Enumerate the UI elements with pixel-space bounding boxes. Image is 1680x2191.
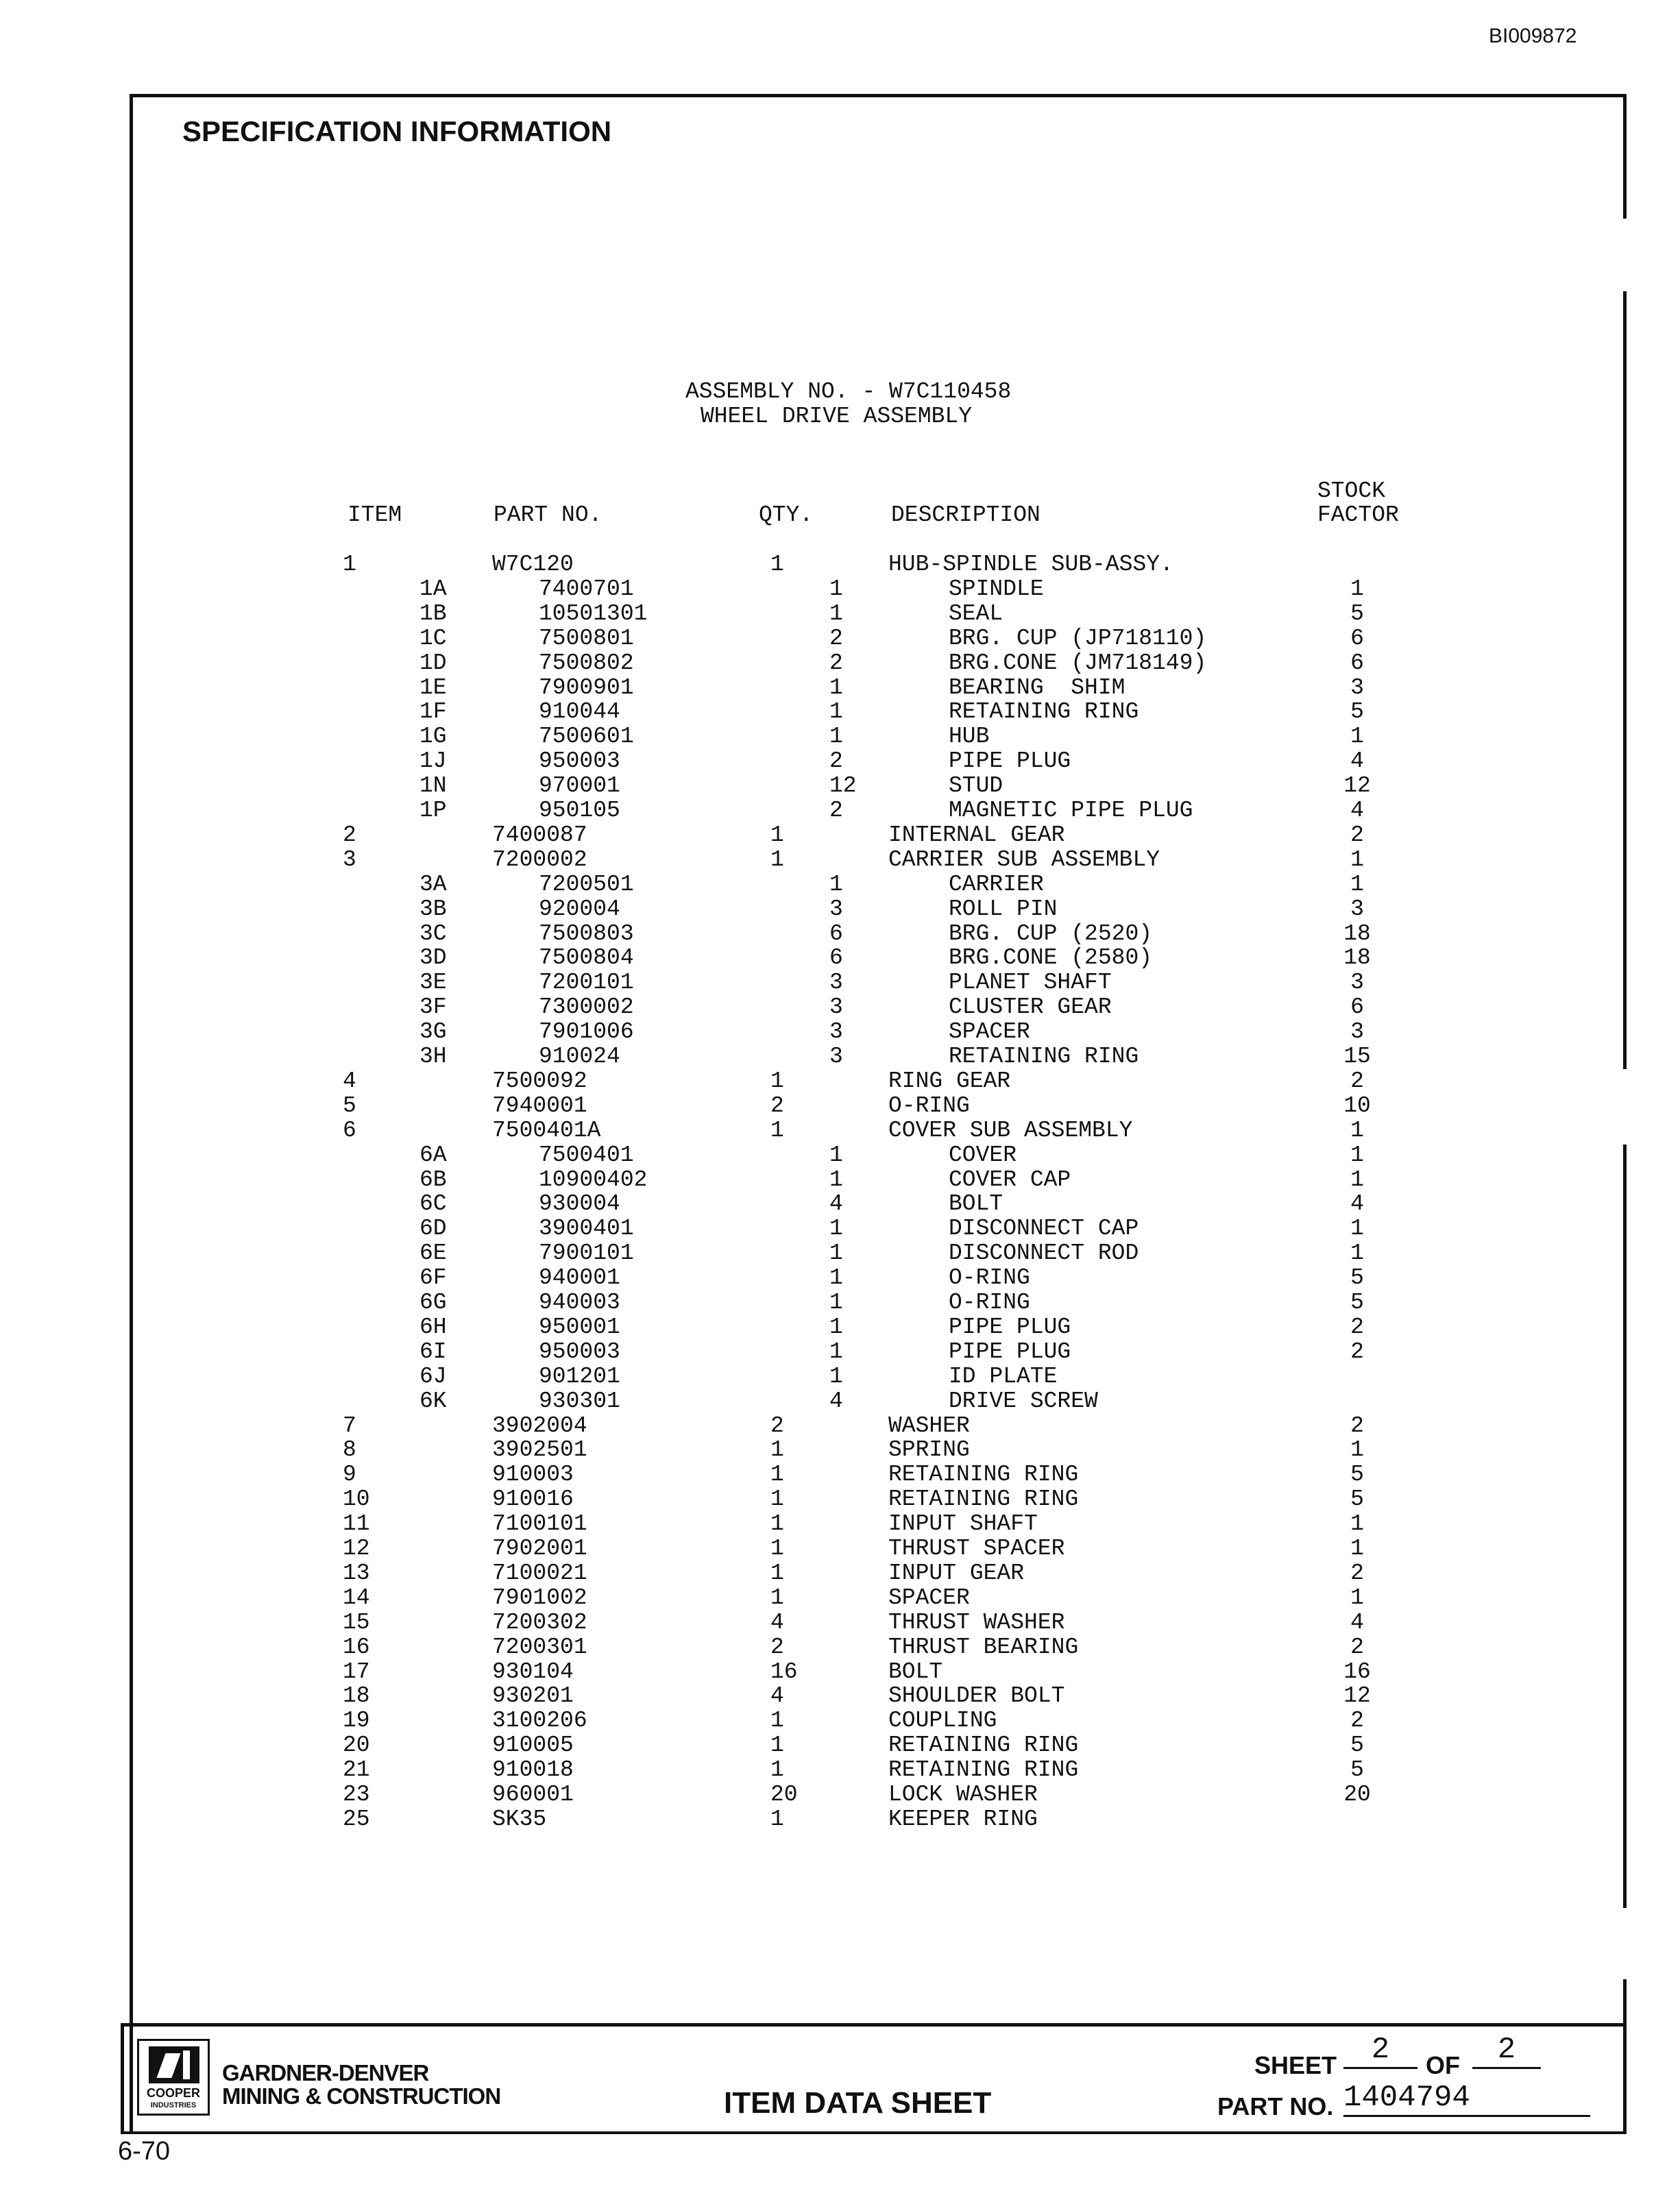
row-description: BEARING SHIM <box>949 675 1125 700</box>
footer-bottom-rule <box>121 2131 1626 2134</box>
row-item: 6K <box>419 1388 447 1414</box>
row-item: 6D <box>419 1216 447 1241</box>
column-header-part-no: PART NO. <box>494 502 602 528</box>
row-item: 3A <box>419 872 447 897</box>
row-item: 3E <box>419 970 447 995</box>
row-stock-factor: 2 <box>1350 1635 1364 1660</box>
row-qty: 20 <box>770 1782 798 1807</box>
row-item: 25 <box>343 1807 370 1832</box>
row-qty: 1 <box>770 1118 784 1143</box>
row-item: 3F <box>419 994 447 1020</box>
row-part-no: W7C120 <box>492 552 574 577</box>
row-qty: 1 <box>829 724 843 749</box>
row-stock-factor: 1 <box>1350 1118 1364 1143</box>
row-part-no: 7902001 <box>492 1536 587 1561</box>
row-part-no: 3900401 <box>539 1216 634 1241</box>
row-description: BRG. CUP (JP718110) <box>949 626 1207 651</box>
row-part-no: 940001 <box>539 1265 620 1290</box>
row-stock-factor: 3 <box>1350 1019 1364 1044</box>
row-description: SPINDLE <box>949 576 1044 602</box>
row-stock-factor: 20 <box>1343 1782 1371 1807</box>
row-description: PIPE PLUG <box>949 1339 1071 1364</box>
row-stock-factor: 1 <box>1350 1240 1364 1266</box>
row-part-no: 930201 <box>492 1683 574 1709</box>
row-stock-factor: 4 <box>1350 798 1364 823</box>
row-qty: 1 <box>770 1511 784 1537</box>
row-description: COVER SUB ASSEMBLY <box>888 1118 1133 1143</box>
row-stock-factor: 1 <box>1350 1437 1364 1462</box>
assembly-name: WHEEL DRIVE ASSEMBLY <box>701 404 973 429</box>
row-description: ROLL PIN <box>949 896 1058 922</box>
row-item: 13 <box>343 1560 370 1586</box>
row-description: DISCONNECT CAP <box>949 1216 1139 1241</box>
row-qty: 12 <box>829 773 857 798</box>
row-part-no: 3902004 <box>492 1413 587 1439</box>
row-item: 6I <box>419 1339 447 1364</box>
row-stock-factor: 1 <box>1350 847 1364 872</box>
row-qty: 2 <box>829 798 843 823</box>
row-stock-factor: 1 <box>1350 1511 1364 1537</box>
row-item: 16 <box>343 1635 370 1660</box>
row-stock-factor: 2 <box>1350 1708 1364 1733</box>
row-stock-factor: 2 <box>1350 1068 1364 1094</box>
row-description: BOLT <box>949 1191 1003 1216</box>
row-part-no: 7900901 <box>539 675 634 700</box>
row-part-no: 7200002 <box>492 847 587 872</box>
row-part-no: 7100021 <box>492 1560 587 1586</box>
row-part-no: 7500401A <box>492 1118 601 1143</box>
row-description: THRUST WASHER <box>888 1610 1065 1635</box>
row-description: CARRIER <box>949 872 1044 897</box>
row-stock-factor: 3 <box>1350 675 1364 700</box>
row-item: 3D <box>419 945 447 970</box>
row-part-no: 910005 <box>492 1733 574 1758</box>
row-item: 18 <box>343 1683 370 1709</box>
footer-top-rule <box>121 2023 1626 2027</box>
row-stock-factor: 18 <box>1343 945 1371 970</box>
row-stock-factor: 6 <box>1350 650 1364 676</box>
row-stock-factor: 2 <box>1350 1314 1364 1340</box>
row-stock-factor: 1 <box>1350 1216 1364 1241</box>
row-description: INPUT SHAFT <box>888 1511 1038 1537</box>
row-description: COVER <box>949 1142 1017 1168</box>
row-qty: 3 <box>829 994 843 1020</box>
row-part-no: 910024 <box>539 1044 620 1069</box>
row-description: THRUST BEARING <box>888 1635 1079 1660</box>
column-header-description: DESCRIPTION <box>891 502 1040 528</box>
row-stock-factor: 10 <box>1343 1093 1371 1118</box>
row-qty: 1 <box>829 872 843 897</box>
row-part-no: 910016 <box>492 1486 574 1512</box>
row-qty: 2 <box>770 1635 784 1660</box>
row-item: 11 <box>343 1511 370 1537</box>
row-description: WASHER <box>888 1413 970 1439</box>
page-number: 6-70 <box>118 2137 171 2166</box>
logo-subtext: INDUSTRIES <box>150 2101 197 2109</box>
row-part-no: 7400701 <box>539 576 634 602</box>
row-item: 6J <box>419 1364 447 1389</box>
row-description: SPACER <box>888 1585 970 1611</box>
sheet-total: 2 <box>1472 2033 1541 2069</box>
row-description: PIPE PLUG <box>949 1314 1071 1340</box>
row-stock-factor: 5 <box>1350 1757 1364 1783</box>
row-part-no: 901201 <box>539 1364 620 1389</box>
row-part-no: 7901002 <box>492 1585 587 1611</box>
row-item: 21 <box>343 1757 370 1783</box>
row-stock-factor: 5 <box>1350 1486 1364 1512</box>
row-part-no: 950001 <box>539 1314 620 1340</box>
row-part-no: 7500802 <box>539 650 634 676</box>
row-description: RETAINING RING <box>888 1757 1079 1783</box>
row-description: RETAINING RING <box>949 699 1139 724</box>
row-part-no: 7500804 <box>539 945 634 970</box>
row-stock-factor: 4 <box>1350 1191 1364 1216</box>
row-description: PLANET SHAFT <box>949 970 1112 995</box>
row-stock-factor: 5 <box>1350 699 1364 724</box>
row-stock-factor: 3 <box>1350 970 1364 995</box>
row-part-no: 7500803 <box>539 921 634 946</box>
row-qty: 1 <box>829 576 843 602</box>
row-qty: 1 <box>770 1068 784 1094</box>
row-qty: 2 <box>770 1093 784 1118</box>
row-item: 7 <box>343 1413 356 1439</box>
row-description: MAGNETIC PIPE PLUG <box>949 798 1193 823</box>
row-item: 4 <box>343 1068 356 1094</box>
row-part-no: 930301 <box>539 1388 620 1414</box>
cooper-logo <box>137 2039 210 2116</box>
row-part-no: 950003 <box>539 1339 620 1364</box>
row-item: 6E <box>419 1240 447 1266</box>
row-qty: 1 <box>829 1339 843 1364</box>
row-qty: 3 <box>829 1044 843 1069</box>
row-qty: 4 <box>829 1191 843 1216</box>
row-item: 10 <box>343 1486 370 1512</box>
row-description: SPACER <box>949 1019 1030 1044</box>
row-part-no: SK35 <box>492 1807 547 1832</box>
row-item: 12 <box>343 1536 370 1561</box>
assembly-number: ASSEMBLY NO. - W7C110458 <box>685 379 1012 404</box>
form-title: ITEM DATA SHEET <box>724 2086 992 2120</box>
row-stock-factor: 15 <box>1343 1044 1371 1069</box>
row-qty: 6 <box>829 921 843 946</box>
of-label: OF <box>1426 2051 1460 2079</box>
row-description: KEEPER RING <box>888 1807 1038 1832</box>
row-part-no: 950105 <box>539 798 620 823</box>
footer-left-edge <box>121 2023 124 2134</box>
row-qty: 1 <box>829 1142 843 1168</box>
row-stock-factor: 4 <box>1350 1610 1364 1635</box>
row-stock-factor: 18 <box>1343 921 1371 946</box>
row-qty: 1 <box>770 1757 784 1783</box>
row-qty: 1 <box>829 1290 843 1315</box>
row-qty: 1 <box>829 675 843 700</box>
row-stock-factor: 2 <box>1350 1560 1364 1586</box>
row-item: 1C <box>419 626 447 651</box>
row-description: HUB <box>949 724 990 749</box>
row-description: CARRIER SUB ASSEMBLY <box>888 847 1160 872</box>
row-stock-factor: 1 <box>1350 1142 1364 1168</box>
row-part-no: 920004 <box>539 896 620 922</box>
row-description: DRIVE SCREW <box>949 1388 1098 1414</box>
row-qty: 4 <box>770 1610 784 1635</box>
row-qty: 3 <box>829 896 843 922</box>
row-item: 1P <box>419 798 447 823</box>
row-description: O-RING <box>949 1265 1030 1290</box>
row-qty: 1 <box>829 601 843 626</box>
row-description: RETAINING RING <box>888 1486 1079 1512</box>
row-item: 19 <box>343 1708 370 1733</box>
row-part-no: 910044 <box>539 699 620 724</box>
row-item: 1N <box>419 773 447 798</box>
row-part-no: 970001 <box>539 773 620 798</box>
row-item: 6F <box>419 1265 447 1290</box>
row-part-no: 7500092 <box>492 1068 587 1094</box>
company-division: MINING & CONSTRUCTION <box>222 2083 501 2109</box>
row-part-no: 7200302 <box>492 1610 587 1635</box>
row-stock-factor: 3 <box>1350 896 1364 922</box>
row-qty: 3 <box>829 970 843 995</box>
company-name: GARDNER-DENVER <box>222 2060 429 2085</box>
row-qty: 1 <box>770 1708 784 1733</box>
row-qty: 1 <box>770 1462 784 1487</box>
row-stock-factor: 5 <box>1350 1290 1364 1315</box>
column-header-item: ITEM <box>348 502 402 528</box>
row-item: 6C <box>419 1191 447 1216</box>
row-description: INPUT GEAR <box>888 1560 1025 1586</box>
row-part-no: 7900101 <box>539 1240 634 1266</box>
row-item: 1 <box>343 552 356 577</box>
row-part-no: 7500801 <box>539 626 634 651</box>
row-description: BRG.CONE (2580) <box>949 945 1153 970</box>
row-item: 3B <box>419 896 447 922</box>
row-stock-factor: 1 <box>1350 872 1364 897</box>
row-description: THRUST SPACER <box>888 1536 1065 1561</box>
row-part-no: 950003 <box>539 748 620 774</box>
row-stock-factor: 5 <box>1350 601 1364 626</box>
row-item: 3C <box>419 921 447 946</box>
row-qty: 1 <box>829 699 843 724</box>
row-qty: 2 <box>829 626 843 651</box>
row-part-no: 3100206 <box>492 1708 587 1733</box>
row-qty: 1 <box>829 1167 843 1192</box>
row-description: CLUSTER GEAR <box>949 994 1112 1020</box>
row-qty: 1 <box>770 552 784 577</box>
row-part-no: 7500601 <box>539 724 634 749</box>
row-qty: 1 <box>770 1536 784 1561</box>
row-stock-factor: 5 <box>1350 1265 1364 1290</box>
row-stock-factor: 6 <box>1350 626 1364 651</box>
row-item: 6 <box>343 1118 356 1143</box>
row-description: RETAINING RING <box>888 1733 1079 1758</box>
row-item: 6H <box>419 1314 447 1340</box>
row-qty: 1 <box>829 1216 843 1241</box>
row-item: 1J <box>419 748 447 774</box>
column-header-factor: FACTOR <box>1317 502 1399 528</box>
row-stock-factor: 5 <box>1350 1733 1364 1758</box>
row-description: STUD <box>949 773 1003 798</box>
row-qty: 4 <box>770 1683 784 1709</box>
row-part-no: 7500401 <box>539 1142 634 1168</box>
row-item: 3G <box>419 1019 447 1044</box>
row-qty: 2 <box>829 650 843 676</box>
row-description: ID PLATE <box>949 1364 1058 1389</box>
row-item: 8 <box>343 1437 356 1462</box>
row-description: RING GEAR <box>888 1068 1011 1094</box>
document-id: BI009872 <box>1489 25 1577 47</box>
row-item: 6G <box>419 1290 447 1315</box>
row-stock-factor: 2 <box>1350 1413 1364 1439</box>
row-qty: 2 <box>770 1413 784 1439</box>
row-item: 1D <box>419 650 447 676</box>
row-description: COVER CAP <box>949 1167 1071 1192</box>
row-part-no: 910018 <box>492 1757 574 1783</box>
row-item: 3H <box>419 1044 447 1069</box>
row-item: 20 <box>343 1733 370 1758</box>
row-item: 9 <box>343 1462 356 1487</box>
part-no-label: PART NO. <box>1217 2092 1334 2120</box>
row-stock-factor: 4 <box>1350 748 1364 774</box>
row-stock-factor: 1 <box>1350 576 1364 602</box>
row-item: 1G <box>419 724 447 749</box>
row-part-no: 930104 <box>492 1659 574 1685</box>
row-item: 1B <box>419 601 447 626</box>
row-item: 1F <box>419 699 447 724</box>
row-item: 2 <box>343 822 356 848</box>
row-qty: 4 <box>829 1388 843 1414</box>
column-header-qty: QTY. <box>759 502 814 528</box>
row-description: O-RING <box>949 1290 1030 1315</box>
row-stock-factor: 1 <box>1350 1167 1364 1192</box>
row-part-no: 930004 <box>539 1191 620 1216</box>
row-item: 5 <box>343 1093 356 1118</box>
row-qty: 1 <box>829 1265 843 1290</box>
row-description: DISCONNECT ROD <box>949 1240 1139 1266</box>
row-stock-factor: 12 <box>1343 773 1371 798</box>
row-description: RETAINING RING <box>949 1044 1139 1069</box>
row-stock-factor: 16 <box>1343 1659 1371 1685</box>
row-stock-factor: 5 <box>1350 1462 1364 1487</box>
row-part-no: 7200101 <box>539 970 634 995</box>
row-stock-factor: 2 <box>1350 1339 1364 1364</box>
row-description: LOCK WASHER <box>888 1782 1038 1807</box>
row-stock-factor: 6 <box>1350 994 1364 1020</box>
cooper-logo-mark <box>149 2046 199 2083</box>
footer-right-edge <box>1623 2023 1627 2134</box>
row-qty: 2 <box>829 748 843 774</box>
row-part-no: 7400087 <box>492 822 587 848</box>
logo-text: COOPER <box>146 2086 200 2100</box>
row-part-no: 960001 <box>492 1782 574 1807</box>
row-qty: 1 <box>829 1314 843 1340</box>
row-qty: 6 <box>829 945 843 970</box>
row-qty: 3 <box>829 1019 843 1044</box>
row-part-no: 7300002 <box>539 994 634 1020</box>
sheet-number: 2 <box>1343 2033 1417 2069</box>
section-title: SPECIFICATION INFORMATION <box>182 115 612 147</box>
sheet-label: SHEET <box>1254 2051 1337 2079</box>
row-qty: 1 <box>829 1364 843 1389</box>
row-description: BRG.CONE (JM718149) <box>949 650 1207 676</box>
row-stock-factor: 2 <box>1350 822 1364 848</box>
row-description: PIPE PLUG <box>949 748 1071 774</box>
row-stock-factor: 1 <box>1350 724 1364 749</box>
row-item: 14 <box>343 1585 370 1611</box>
row-qty: 1 <box>770 1437 784 1462</box>
row-description: SEAL <box>949 601 1003 626</box>
row-item: 3 <box>343 847 356 872</box>
row-item: 6B <box>419 1167 447 1192</box>
row-part-no: 3902501 <box>492 1437 587 1462</box>
row-part-no: 940003 <box>539 1290 620 1315</box>
row-qty: 1 <box>770 847 784 872</box>
row-item: 23 <box>343 1782 370 1807</box>
row-stock-factor: 1 <box>1350 1536 1364 1561</box>
row-item: 15 <box>343 1610 370 1635</box>
row-qty: 1 <box>770 1486 784 1512</box>
row-description: HUB-SPINDLE SUB-ASSY. <box>888 552 1173 577</box>
row-part-no: 7100101 <box>492 1511 587 1537</box>
row-stock-factor: 1 <box>1350 1585 1364 1611</box>
row-part-no: 7200501 <box>539 872 634 897</box>
row-item: 17 <box>343 1659 370 1685</box>
row-description: O-RING <box>888 1093 970 1118</box>
row-description: SHOULDER BOLT <box>888 1683 1065 1709</box>
row-part-no: 10900402 <box>539 1167 648 1192</box>
row-part-no: 10501301 <box>539 601 648 626</box>
row-qty: 1 <box>770 1807 784 1832</box>
row-qty: 1 <box>770 1560 784 1586</box>
row-part-no: 7200301 <box>492 1635 587 1660</box>
row-description: RETAINING RING <box>888 1462 1079 1487</box>
row-description: BOLT <box>888 1659 943 1685</box>
row-description: SPRING <box>888 1437 970 1462</box>
row-qty: 1 <box>770 1733 784 1758</box>
column-header-stock: STOCK <box>1317 478 1386 504</box>
row-qty: 1 <box>770 822 784 848</box>
row-part-no: 910003 <box>492 1462 574 1487</box>
row-description: INTERNAL GEAR <box>888 822 1065 848</box>
row-qty: 1 <box>829 1240 843 1266</box>
row-item: 6A <box>419 1142 447 1168</box>
row-item: 1A <box>419 576 447 602</box>
row-part-no: 7901006 <box>539 1019 634 1044</box>
row-description: BRG. CUP (2520) <box>949 921 1153 946</box>
row-part-no: 7940001 <box>492 1093 587 1118</box>
part-no-value: 1404794 <box>1343 2081 1590 2117</box>
row-stock-factor: 12 <box>1343 1683 1371 1709</box>
row-qty: 1 <box>770 1585 784 1611</box>
row-qty: 16 <box>770 1659 798 1685</box>
row-description: COUPLING <box>888 1708 997 1733</box>
row-item: 1E <box>419 675 447 700</box>
